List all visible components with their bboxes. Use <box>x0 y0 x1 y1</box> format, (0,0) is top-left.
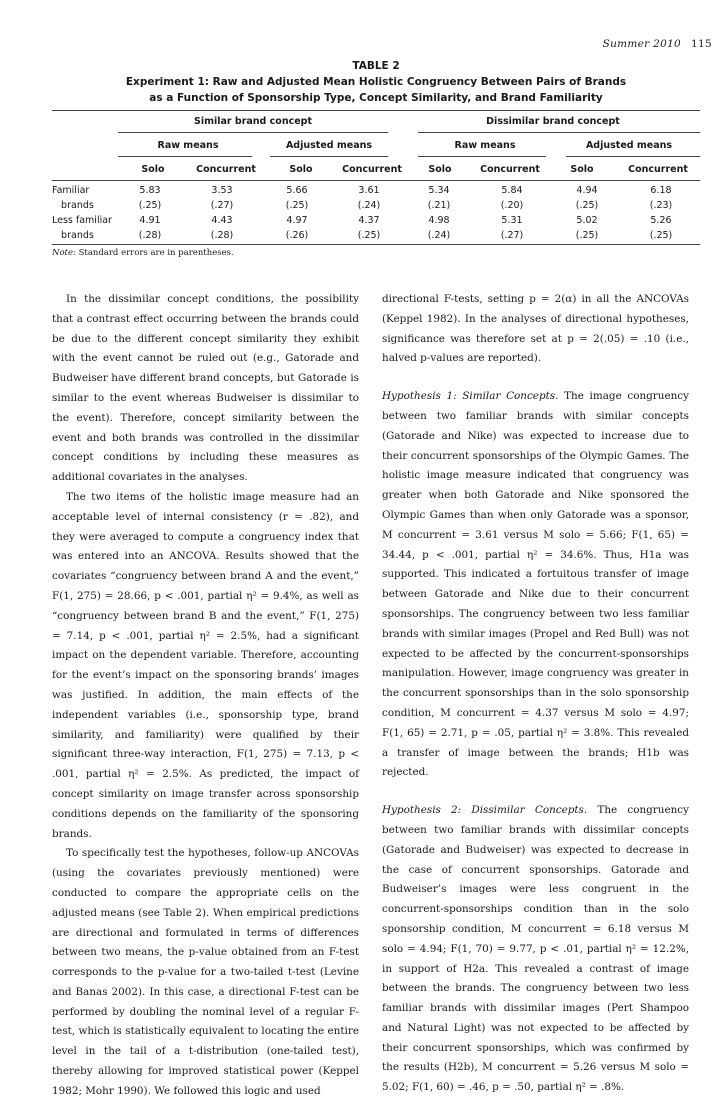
table-cell: (.25) <box>285 200 309 211</box>
table-cell: (.27) <box>500 230 524 241</box>
table-note <box>52 248 234 258</box>
rule-dissimilar <box>418 132 700 133</box>
row-label: Less familiar <box>52 215 112 226</box>
hypothesis-2-text: The congruency between two familiar brands with dissimilar concepts (Gatorade and Budweiser) was expected to decrease in the case of concurrent sponsorships. Gatorade and Budweiser’s images were less congruent in the concurrent-sponsorships condition than in the solo sponsorship condition, M concurrent = 6.18 versus M solo = 4.94; F(1, 70) = 9.77, p < .01, partial η² = 12.2%, in support of H2a. This revealed a contrast of image between the brands. The congruency between two less familiar brands with dissimilar images (Pert Shampoo and Natural Light) was not expected to be affected by their concurrent sponsorships, which was confirmed by the results (H2b), M concurrent = 5.26 versus M solo = 5.02; F(1, 60) = .46, p = .50, partial η² = .8%. <box>382 804 689 1094</box>
body-paragraph: In the dissimilar concept conditions, the possibility that a contrast effect occurring between the brands could be due to the different concept similarity they exhibit with the event cannot be ruled out (e.g., Gatorade and Budweiser have different brand concepts, but Gatorade is similar to the event whereas Budweiser is dissimilar to the event). Therefore, concept similarity between the event and both brands was controlled in the dissimilar concept conditions by including these measures as additional covariates in the analyses. <box>52 293 359 484</box>
table-title-line-2: as a Function of Sponsorship Type, Concept Similarity, and Brand Familiarity <box>149 92 603 104</box>
table-cell: (.25) <box>575 200 599 211</box>
col-header-concurrent: Concurrent <box>480 164 540 175</box>
table-cell: 4.94 <box>576 185 598 196</box>
row-label: brands <box>52 200 94 211</box>
table-cell: 4.97 <box>286 215 308 226</box>
col-header-solo: Solo <box>141 164 165 175</box>
row-label: brands <box>52 230 94 241</box>
table-cell: 4.91 <box>139 215 161 226</box>
hypothesis-2-heading: Hypothesis 2: Dissimilar Concepts. <box>382 804 588 817</box>
table-cell: (.28) <box>138 230 162 241</box>
body-paragraph: To specifically test the hypotheses, follow-up ANCOVAs (using the covariates previously mentioned) were conducted to compare the appropriate cells on the adjusted means (see Table 2). When empirical predictions are directional and formulated in terms of differences between two means, the p-value obtained from an F-test corresponds to the p-value for a two-tailed t-test (Levine and Banas 2002). In this case, a directional F-test can be performed by doubling the nominal level of a regular F-test, which is statistically equivalent to locating the entire level in the tail of a t-distribution (one-tailed test), thereby allowing for improved statistical power (Keppel 1982; Mohr 1990). We followed this logic and used <box>52 847 359 1097</box>
subheader-adjusted-means-similar: Adjusted means <box>285 140 373 151</box>
page-number: 115 <box>691 38 712 50</box>
table-cell: (.20) <box>500 200 524 211</box>
table-cell: 5.66 <box>286 185 308 196</box>
table-cell: 5.84 <box>501 185 523 196</box>
subheader-adjusted-means-dissimilar: Adjusted means <box>585 140 673 151</box>
row-label: Familiar <box>52 185 90 196</box>
table-top-rule <box>52 110 700 111</box>
table-cell: 4.43 <box>211 215 233 226</box>
subheader-raw-means-dissimilar: Raw means <box>454 140 516 151</box>
table-row <box>52 213 700 228</box>
table-cell: (.25) <box>357 230 381 241</box>
col-header-concurrent: Concurrent <box>628 164 688 175</box>
table-cell: 6.18 <box>650 185 672 196</box>
data-table <box>52 183 700 243</box>
note-text: Standard errors are in parentheses. <box>75 248 234 258</box>
body-paragraph: The two items of the holistic image measure had an acceptable level of internal consistency (r = .82), and they were averaged to compute a congruency index that was entered into an ANCOVA. Results showed that the covariates “congruency between brand A and the event,” F(1, 275) = 28.66, p < .001, partial η² = 9.4%, as well as “congruency between brand B and the event,” F(1, 275) = 7.14, p < .001, partial η² = 2.5%, had a significant impact on the dependent variable. Therefore, accounting for the event’s impact on the sponsoring brands’ images was justified. In addition, the main effects of the independent variables (i.e., sponsorship type, brand similarity, and familiarity) were qualified by their significant three-way interaction, F(1, 275) = 7.13, p < .001, partial η² = 2.5%. As predicted, the impact of concept similarity on image transfer across sponsorship conditions depends on the familiarity of the sponsoring brands. <box>52 490 359 840</box>
table-cell: 3.53 <box>211 185 233 196</box>
table-title <box>52 58 700 106</box>
table-label: TABLE 2 <box>352 60 400 72</box>
running-header <box>603 38 712 50</box>
table-cell: (.25) <box>575 230 599 241</box>
col-header-solo: Solo <box>570 164 594 175</box>
issue-label: Summer 2010 <box>602 38 682 50</box>
left-column <box>52 290 359 1102</box>
rule-similar <box>118 132 388 133</box>
table-title-line-1: Experiment 1: Raw and Adjusted Mean Holistic Congruency Between Pairs of Brands <box>125 76 627 88</box>
rule-adj-similar <box>270 156 388 157</box>
table-header-rule <box>52 180 700 181</box>
table-cell: 4.37 <box>358 215 380 226</box>
table-cell: (.28) <box>210 230 234 241</box>
table-cell: 5.02 <box>576 215 598 226</box>
rule-raw-dissimilar <box>418 156 546 157</box>
table-cell: (.23) <box>649 200 673 211</box>
table-row <box>52 228 700 243</box>
col-header-solo: Solo <box>428 164 452 175</box>
group-header-dissimilar: Dissimilar brand concept <box>486 116 620 127</box>
hypothesis-2-paragraph <box>382 801 689 1098</box>
group-header-similar: Similar brand concept <box>193 116 313 127</box>
table-cell: 4.98 <box>428 215 450 226</box>
body-paragraph: directional F-tests, setting p = 2(α) in all the ANCOVAs (Keppel 1982). In the analyses of directional hypotheses, significance was therefore set at p = 2(.05) = .10 (i.e., halved p-values are reported). <box>382 293 689 365</box>
rule-raw-similar <box>118 156 252 157</box>
table-cell: 3.61 <box>358 185 380 196</box>
col-header-concurrent: Concurrent <box>342 164 402 175</box>
subheader-raw-means-similar: Raw means <box>157 140 219 151</box>
table-cell: 5.83 <box>139 185 161 196</box>
table-cell: (.26) <box>285 230 309 241</box>
table-cell: (.24) <box>427 230 451 241</box>
table-cell: (.21) <box>427 200 451 211</box>
col-header-solo: Solo <box>289 164 313 175</box>
table-cell: (.25) <box>649 230 673 241</box>
col-header-concurrent: Concurrent <box>196 164 256 175</box>
table-cell: (.24) <box>357 200 381 211</box>
hypothesis-1-text: The image congruency between two familiar brands with similar concepts (Gatorade and Nike) was expected to increase due to their concurrent sponsorships of the Olympic Games. The holistic image measure indicated that congruency was greater when both Gatorade and Nike sponsored the Olympic Games than when only Gatorade was a sponsor, M concurrent = 3.61 versus M solo = 5.66; F(1, 65) = 34.44, p < .001, partial η² = 34.6%. Thus, H1a was supported. This indicated a fortuitous transfer of image between Gatorade and Nike due to their concurrent sponsorships. The congruency between two less familiar brands with similar images (Propel and Red Bull) was not expected to be affected by the concurrent-sponsorships manipulation. However, image congruency was greater in the concurrent sponsorships than in the solo sponsorship condition, M concurrent = 4.37 versus M solo = 4.97; F(1, 65) = 2.71, p = .05, partial η² = 3.8%. This revealed a transfer of image between the brands; H1b was rejected. <box>382 390 689 779</box>
table-cell: 5.26 <box>650 215 672 226</box>
table-row <box>52 198 700 213</box>
table-cell: (.27) <box>210 200 234 211</box>
hypothesis-1-paragraph <box>382 387 689 783</box>
table-cell: 5.31 <box>501 215 523 226</box>
right-column <box>382 290 689 1098</box>
table-cell: 5.34 <box>428 185 450 196</box>
table-bottom-rule <box>52 244 700 245</box>
note-label: Note: <box>52 248 76 258</box>
table-row <box>52 183 700 198</box>
hypothesis-1-heading: Hypothesis 1: Similar Concepts. <box>382 390 559 403</box>
rule-adj-dissimilar <box>566 156 700 157</box>
table-cell: (.25) <box>138 200 162 211</box>
